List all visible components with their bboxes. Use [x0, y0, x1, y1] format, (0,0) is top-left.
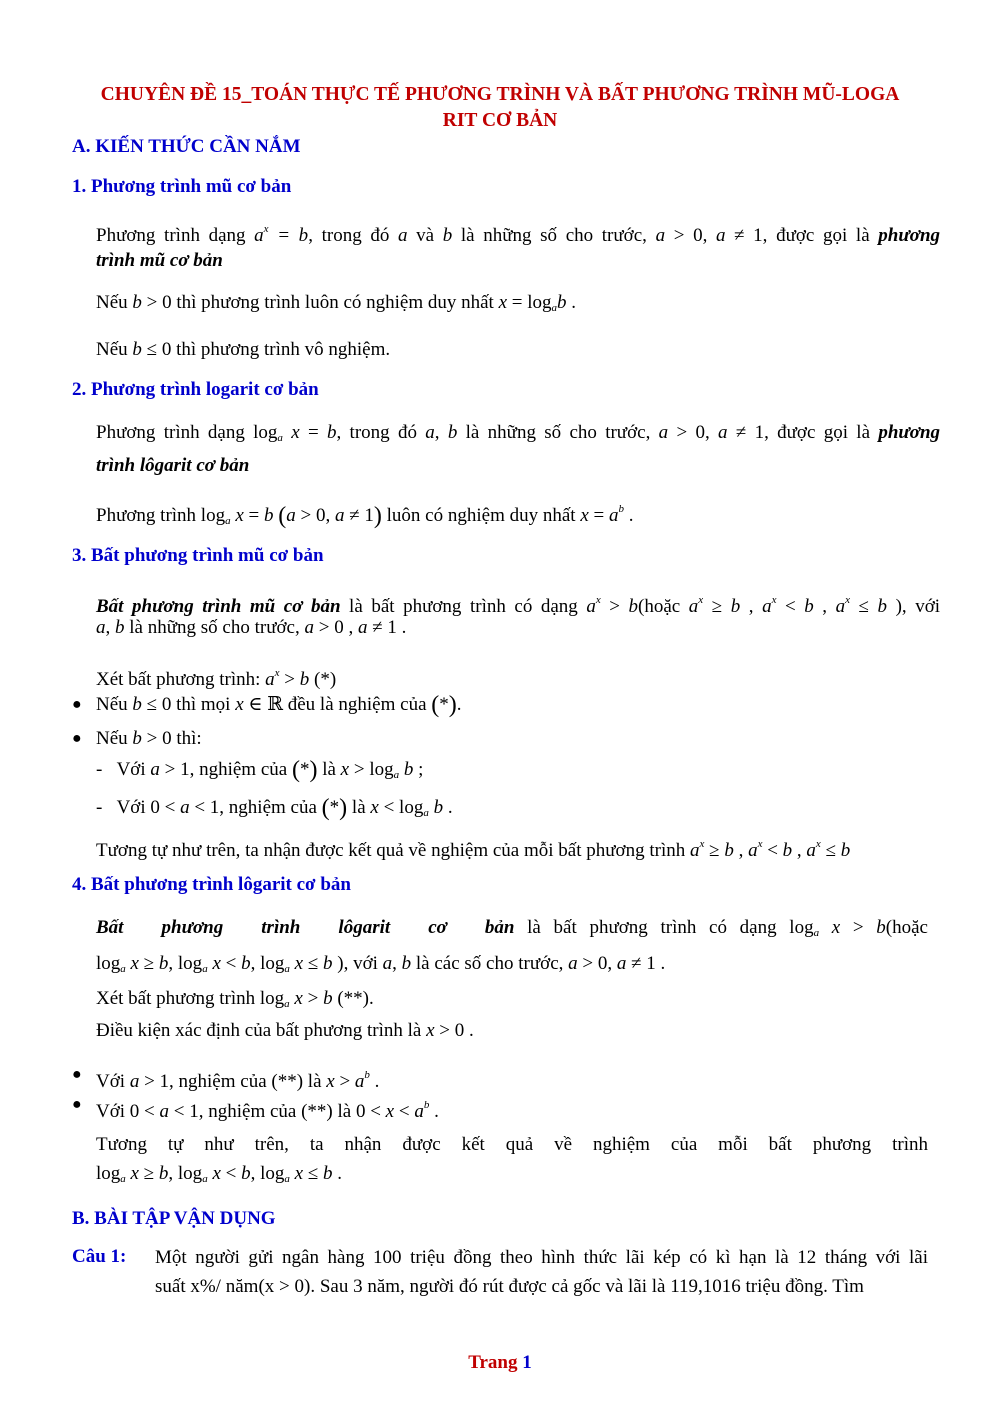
bullet-icon: ●: [72, 730, 82, 747]
para-2-line-1: Phương trình dạng $\log_a x = b$, trong đó a, b là những số cho trước, a > 0, a ≠ 1, được gọi là phương: [96, 422, 941, 444]
para-1-line-4: Nếu b ≤ 0 thì phương trình vô nghiệm.: [96, 339, 391, 360]
para-4-line-5: Tương tự như trên, ta nhận được kết quả về nghiệm của mỗi bất phương trình: [96, 1134, 928, 1155]
heading-3: 3. Bất phương trình mũ cơ bản: [72, 545, 324, 566]
bullet-icon: ●: [72, 1066, 82, 1083]
para-1-line-2: trình mũ cơ bản: [96, 250, 223, 271]
para-1-line-3: Nếu b > 0 thì phương trình luôn có nghiệm duy nhất $x = \log_ab$ .: [96, 292, 577, 314]
heading-1: 1. Phương trình mũ cơ bản: [72, 176, 292, 197]
para-3-line-4: Tương tự như trên, ta nhận được kết quả về nghiệm của mỗi bất phương trình $a^x \ge b$ , $a^x < b$ , $a^x \le b$: [96, 838, 851, 861]
heading-4: 4. Bất phương trình lôgarit cơ bản: [72, 874, 351, 895]
para-3-line-3: Xét bất phương trình: $a^x > b$ (*): [96, 667, 337, 690]
para-3-dash-2: - Với 0 < a < 1, nghiệm của (*) là $x < \log_a b$ .: [96, 795, 453, 821]
footer-label: Trang: [468, 1352, 518, 1373]
footer-page-number: 1: [522, 1352, 532, 1373]
question-1-condition: (x > 0): [258, 1276, 311, 1297]
para-2-line-2: trình lôgarit cơ bản: [96, 455, 250, 476]
para-4-bullet-2: Với 0 < a < 1, nghiệm của (**) là $0 < x < a^b$ .: [96, 1099, 439, 1122]
para-2-line-3: Phương trình $\log_a x = b$ (a > 0, a ≠ 1) luôn có nghiệm duy nhất $x = a^b$ .: [96, 503, 634, 529]
heading-2: 2. Phương trình logarit cơ bản: [72, 379, 319, 400]
para-3-bullet-1: Nếu b ≤ 0 thì mọi x ∈ ℝ đều là nghiệm của (*).: [96, 692, 462, 718]
doc-title-line-1: CHUYÊN ĐỀ 15_TOÁN THỰC TẾ PHƯƠNG TRÌNH VÀ BẤT PHƯƠNG TRÌNH MŨ-LOGA: [100, 84, 900, 105]
bullet-icon: ●: [72, 1096, 82, 1113]
para-4-bullet-1: Với a > 1, nghiệm của (**) là $x > a^b$ .: [96, 1069, 380, 1092]
doc-title-line-2: RIT CƠ BẢN: [442, 110, 558, 131]
question-1-label: Câu 1:: [72, 1246, 127, 1267]
bullet-icon: ●: [72, 696, 82, 713]
para-4-line-3: Xét bất phương trình $\log_a x > b$ (**).: [96, 988, 374, 1010]
para-4-line-6: $\log_a x \ge b$, $\log_a x < b$, $\log_a x \le b$ .: [96, 1163, 342, 1185]
para-1-line-1: Phương trình dạng $a^x = b$, trong đó a và b là những số cho trước, a > 0, a ≠ 1, được gọi là phương: [96, 223, 941, 246]
para-4-line-2: $\log_a x \ge b$, $\log_a x < b$, $\log_a x \le b$ ), với a, b là các số cho trước, a > 0, a ≠ 1 .: [96, 953, 666, 975]
para-3-line-1: Bất phương trình mũ cơ bản là bất phương trình có dạng $a^x$ > b(hoặc $a^x \ge b$ , $a^x < b$ , $a^x \le b$ ), với: [96, 594, 941, 617]
question-1-line-1: Một người gửi ngân hàng 100 triệu đồng theo hình thức lãi kép có kì hạn là 12 tháng với lãi: [155, 1247, 928, 1268]
para-4-line-1: Bất phương trình lôgarit cơ bản là bất phương trình có dạng $\log_a x$ > b(hoặc: [96, 917, 928, 939]
section-b-heading: B. BÀI TẬP VẬN DỤNG: [72, 1208, 276, 1229]
para-4-line-4: Điều kiện xác định của bất phương trình là x > 0 .: [96, 1020, 474, 1041]
para-3-line-2: a, b là những số cho trước, a > 0 , a ≠ 1 .: [96, 617, 407, 638]
page-footer: [0, 1352, 1000, 1374]
question-1-rate: suất x%/ năm: [155, 1276, 259, 1297]
question-1-line-2: [155, 1275, 864, 1299]
para-3-bullet-2: Nếu b > 0 thì:: [96, 728, 202, 749]
para-3-dash-1: - Với a > 1, nghiệm của (*) là $x > \log_a b$ ;: [96, 757, 424, 783]
question-1-rest: . Sau 3 năm, người đó rút được cả gốc và lãi là 119,1016 triệu đồng. Tìm: [310, 1276, 864, 1297]
section-a-heading: A. KIẾN THỨC CẦN NẮM: [72, 136, 301, 157]
